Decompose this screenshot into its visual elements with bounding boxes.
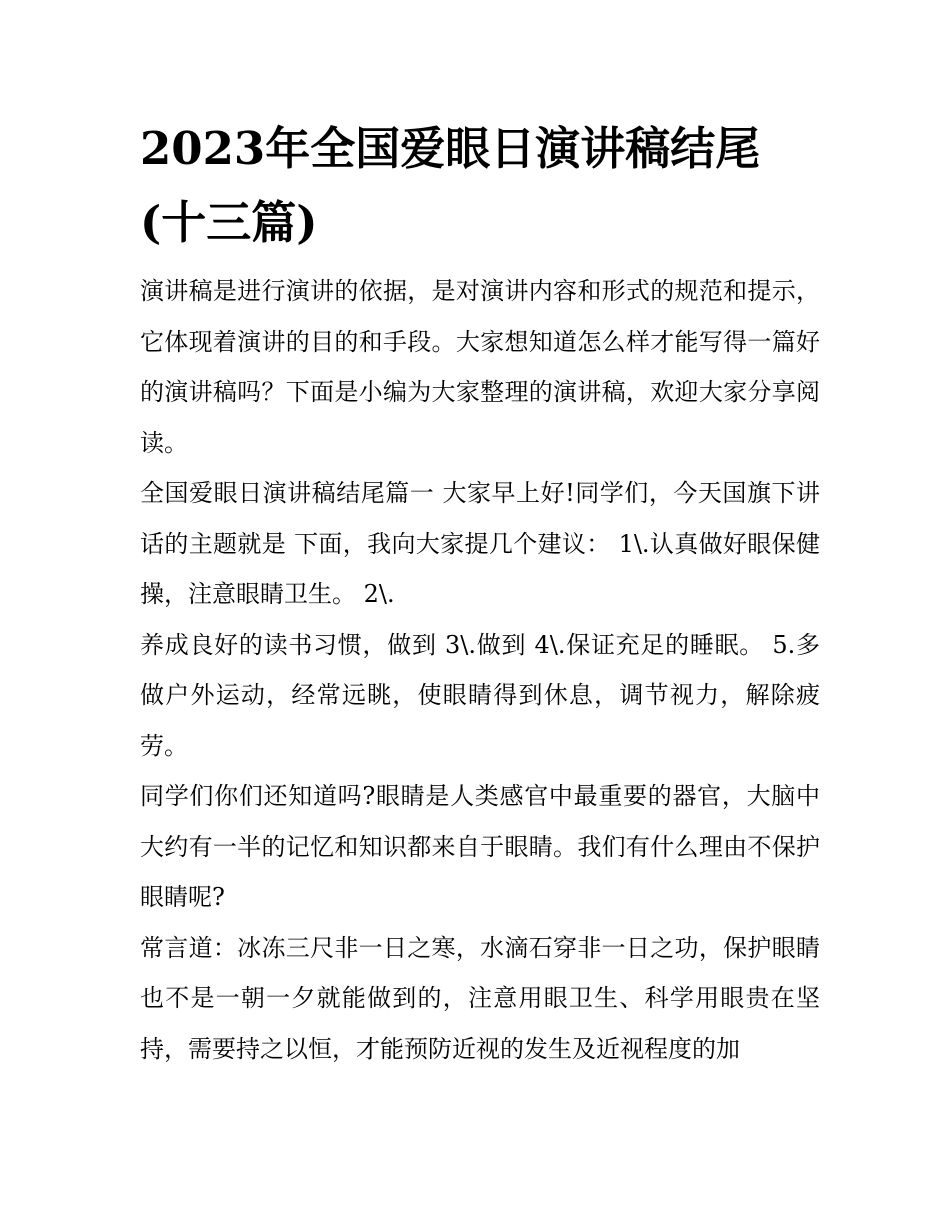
paragraph-persistence: 常言道：冰冻三尺非一日之寒，水滴石穿非一日之功，保护眼睛也不是一朝一夕就能做到的，注意用眼卫生、科学用眼贵在坚持，需要持之以恒，才能预防近视的发生及近视程度的加 [140, 933, 820, 1063]
document-title: 2023年全国爱眼日演讲稿结尾(十三篇) [140, 122, 761, 249]
paragraph-suggestions: 养成良好的读书习惯，做到 3\.做到 4\.保证充足的睡眠。 5.多做户外运动，经常远眺，使眼睛得到休息，调节视力，解除疲劳。 [140, 630, 820, 760]
paragraph-intro: 演讲稿是进行演讲的依据，是对演讲内容和形式的规范和提示，它体现着演讲的目的和手段。大家想知道怎么样才能写得一篇好的演讲稿吗？下面是小编为大家整理的演讲稿，欢迎大家分享阅读。 [140, 277, 820, 457]
paragraph-eye-importance: 同学们你们还知道吗?眼睛是人类感官中最重要的器官，大脑中大约有一半的记忆和知识都来自于眼睛。我们有什么理由不保护眼睛呢? [140, 782, 820, 911]
paragraph-speech-opening: 全国爱眼日演讲稿结尾篇一 大家早上好!同学们，今天国旗下讲话的主题就是 下面，我向大家提几个建议： 1\.认真做好眼保健操，注意眼睛卫生。 2\. [140, 479, 820, 608]
document-body [140, 112, 820, 1074]
